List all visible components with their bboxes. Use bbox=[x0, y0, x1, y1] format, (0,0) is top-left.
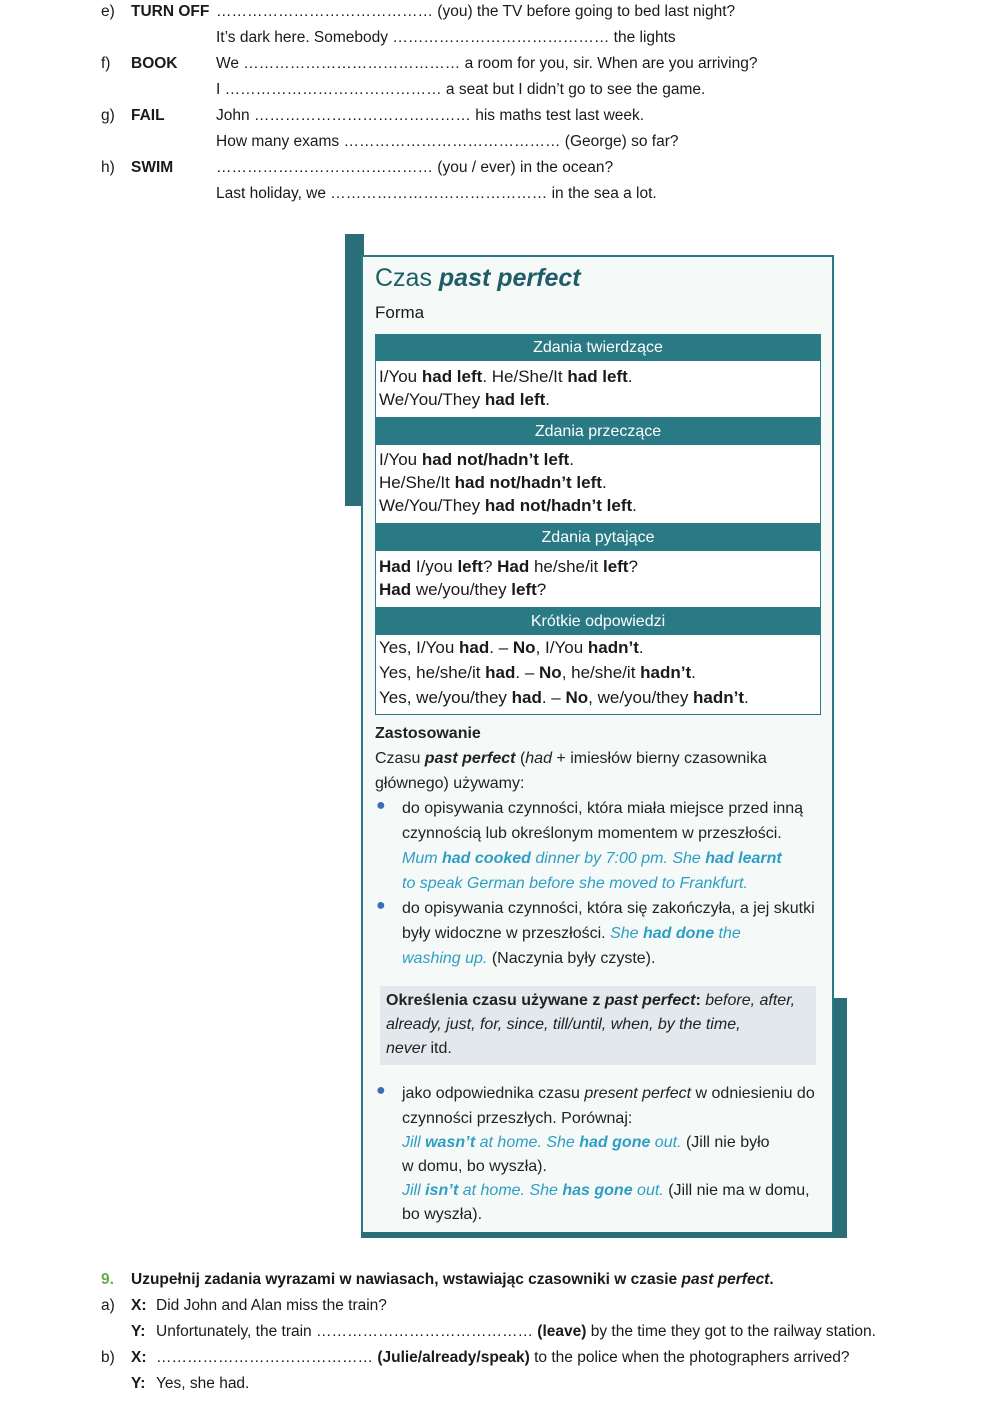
item-sentence: It’s dark here. Somebody …………………………………… the lights bbox=[216, 29, 676, 46]
bullet-icon: ● bbox=[376, 897, 386, 914]
usage-point: czynnością lub określonym momentem w przeszłości. bbox=[402, 825, 782, 842]
affirmative-line: I/You had left. He/She/It had left. bbox=[379, 367, 633, 386]
dialogue-line: …………………………………… (Julie/already/speak) to the police when the photographers arrived? bbox=[156, 1349, 850, 1366]
grammar-title: Czas past perfect bbox=[375, 264, 581, 292]
item-label: h) bbox=[101, 159, 115, 176]
short-answer-line: Yes, he/she/it had. – No, he/she/it hadn’t. bbox=[379, 663, 696, 682]
box-accent-bar bbox=[834, 998, 847, 1238]
item-label: f) bbox=[101, 55, 111, 72]
question-line: Had we/you/they left? bbox=[379, 580, 547, 599]
usage-intro: głównego) używamy: bbox=[375, 775, 525, 792]
item-sentence: How many exams …………………………………… (George) so far? bbox=[216, 133, 679, 150]
speaker-label: Y: bbox=[131, 1323, 146, 1340]
exercise-instruction: Uzupełnij zadania wyrazami w nawiasach, wstawiając czasowniki w czasie past perfect. bbox=[131, 1271, 774, 1288]
speaker-label: X: bbox=[131, 1349, 147, 1366]
usage-point: washing up. (Naczynia były czyste). bbox=[402, 950, 656, 967]
short-answer-line: Yes, I/You had. – No, I/You hadn’t. bbox=[379, 638, 644, 657]
speaker-label: X: bbox=[131, 1297, 147, 1314]
negative-line: He/She/It had not/hadn’t left. bbox=[379, 473, 607, 492]
item-sentence: I …………………………………… a seat but I didn’t go to see the game. bbox=[216, 81, 706, 98]
item-verb: SWIM bbox=[131, 159, 174, 176]
item-sentence: …………………………………… (you) the TV before going to bed last night? bbox=[216, 3, 736, 20]
questions-header: Zdania pytające bbox=[375, 525, 821, 551]
note-line: already, just, for, since, till/until, when, by the time, bbox=[386, 1016, 741, 1033]
item-label: a) bbox=[101, 1297, 115, 1314]
item-sentence: We …………………………………… a room for you, sir. When are you arriving? bbox=[216, 55, 758, 72]
item-verb: FAIL bbox=[131, 107, 165, 124]
affirmative-line: We/You/They had left. bbox=[379, 390, 551, 409]
usage-heading: Zastosowanie bbox=[375, 725, 481, 742]
negative-line: I/You had not/hadn’t left. bbox=[379, 450, 574, 469]
item-label: b) bbox=[101, 1349, 115, 1366]
box-accent-bar bbox=[361, 1232, 847, 1238]
affirmative-header: Zdania twierdzące bbox=[375, 335, 821, 361]
note-line: Określenia czasu używane z past perfect: before, after, bbox=[386, 992, 796, 1009]
item-verb: TURN OFF bbox=[131, 3, 210, 20]
usage-intro: Czasu past perfect (had + imiesłów bierny czasownika bbox=[375, 750, 767, 767]
usage-example: w domu, bo wyszła). bbox=[402, 1158, 547, 1175]
usage-example: to speak German before she moved to Frankfurt. bbox=[402, 875, 748, 892]
item-label: g) bbox=[101, 107, 115, 124]
item-label: e) bbox=[101, 3, 115, 20]
usage-example: Mum had cooked dinner by 7:00 pm. She had learnt bbox=[402, 850, 782, 867]
note-line: never itd. bbox=[386, 1040, 452, 1057]
dialogue-line: Unfortunately, the train …………………………………… (leave) by the time they got to the railway station. bbox=[156, 1323, 876, 1340]
usage-example: bo wyszła). bbox=[402, 1206, 483, 1223]
negative-line: We/You/They had not/hadn’t left. bbox=[379, 496, 637, 515]
forma-heading: Forma bbox=[375, 303, 425, 322]
bullet-icon: ● bbox=[376, 797, 386, 814]
negative-header: Zdania przeczące bbox=[375, 419, 821, 445]
question-line: Had I/you left? Had he/she/it left? bbox=[379, 557, 638, 576]
usage-point: były widoczne w przeszłości. She had done the bbox=[402, 925, 741, 942]
usage-point: do opisywania czynności, która miała miejsce przed inną bbox=[402, 800, 804, 817]
dialogue-line: Did John and Alan miss the train? bbox=[156, 1297, 387, 1314]
exercise-number: 9. bbox=[101, 1271, 114, 1288]
usage-point: jako odpowiednika czasu present perfect w odniesieniu do bbox=[402, 1085, 815, 1102]
usage-example: Jill isn’t at home. She has gone out. (Jill nie ma w domu, bbox=[402, 1182, 810, 1199]
item-sentence: John …………………………………… his maths test last week. bbox=[216, 107, 645, 124]
short-answers-header: Krótkie odpowiedzi bbox=[375, 609, 821, 635]
item-sentence: Last holiday, we …………………………………… in the sea a lot. bbox=[216, 185, 657, 202]
usage-point: czynności przeszłych. Porównaj: bbox=[402, 1110, 633, 1127]
item-verb: BOOK bbox=[131, 55, 178, 72]
item-sentence: …………………………………… (you / ever) in the ocean? bbox=[216, 159, 614, 176]
dialogue-line: Yes, she had. bbox=[156, 1375, 250, 1392]
speaker-label: Y: bbox=[131, 1375, 146, 1392]
usage-point: do opisywania czynności, która się zakończyła, a jej skutki bbox=[402, 900, 815, 917]
short-answer-line: Yes, we/you/they had. – No, we/you/they hadn’t. bbox=[379, 688, 749, 707]
usage-example: Jill wasn’t at home. She had gone out. (Jill nie było bbox=[402, 1134, 770, 1151]
bullet-icon: ● bbox=[376, 1082, 386, 1099]
